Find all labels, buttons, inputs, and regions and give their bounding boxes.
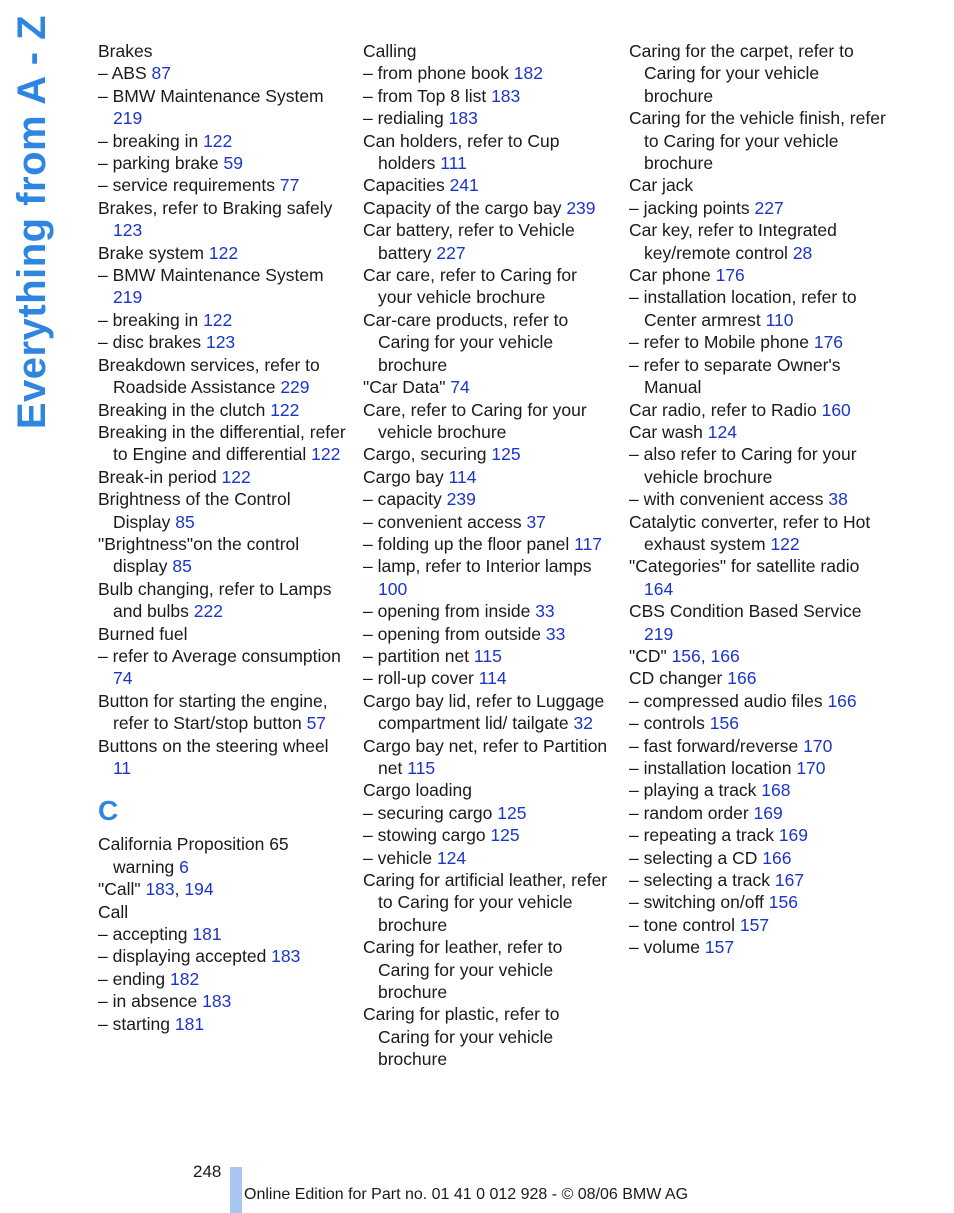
footer-accent-bar bbox=[230, 1167, 242, 1213]
page-reference-link[interactable]: 115 bbox=[407, 758, 436, 778]
page-reference-link[interactable]: 28 bbox=[792, 242, 813, 263]
index-entry-text: – opening from outside bbox=[363, 623, 546, 644]
index-entry-text: Breaking in the clutch bbox=[98, 399, 271, 420]
index-entry-text: Car care, refer to Caring for your vehicle brochure bbox=[363, 265, 577, 308]
index-entry bbox=[629, 331, 889, 353]
index-entry-text: Brakes, refer to Braking safely bbox=[98, 197, 333, 218]
index-entry-text: "Call" bbox=[98, 879, 146, 900]
index-entry bbox=[98, 645, 348, 690]
index-entry-text: – roll-up cover bbox=[363, 668, 479, 689]
index-entry-text: Break-in period bbox=[98, 466, 222, 487]
page-reference-link[interactable]: 122 bbox=[311, 444, 341, 465]
index-column-3 bbox=[629, 40, 889, 959]
index-entry bbox=[98, 85, 348, 130]
index-entry bbox=[98, 923, 348, 945]
index-entry-text: Calling bbox=[363, 41, 417, 61]
index-entry bbox=[363, 690, 613, 735]
index-entry bbox=[629, 891, 889, 913]
index-entry bbox=[629, 421, 889, 443]
index-entry-text: – disc brakes bbox=[98, 332, 206, 353]
index-entry-text: Cargo bay lid, refer to Luggage compartment lid/ tailgate bbox=[363, 690, 605, 734]
page-reference-link[interactable]: 166 bbox=[827, 690, 857, 711]
index-entry-text: – starting bbox=[98, 1013, 175, 1034]
page-reference-link[interactable]: 122 bbox=[270, 399, 300, 420]
index-entry bbox=[98, 130, 348, 152]
index-entry bbox=[629, 40, 889, 107]
page-reference-link[interactable]: 170 bbox=[796, 758, 826, 778]
index-entry-text: – parking brake bbox=[98, 153, 224, 174]
index-entry-text: Car phone bbox=[629, 265, 716, 286]
index-entry bbox=[98, 421, 348, 466]
index-entry-text: – redialing bbox=[363, 108, 449, 129]
index-entry bbox=[98, 466, 348, 488]
index-entry bbox=[363, 623, 613, 645]
index-entry bbox=[363, 600, 613, 622]
index-entry bbox=[363, 264, 613, 309]
index-entry bbox=[629, 488, 889, 510]
index-entry bbox=[629, 555, 889, 600]
page-reference-link[interactable]: 74 bbox=[450, 377, 470, 398]
page-reference-link[interactable]: 229 bbox=[280, 377, 310, 398]
index-column-1 bbox=[98, 40, 348, 1035]
page-reference-link[interactable]: 122 bbox=[770, 533, 800, 554]
index-entry bbox=[98, 197, 348, 242]
index-entry bbox=[98, 623, 348, 645]
index-entry-text: Breakdown services, refer to Roadside Assistance bbox=[98, 354, 320, 398]
page-reference-link[interactable]: 182 bbox=[170, 968, 200, 989]
index-entry bbox=[98, 990, 348, 1012]
index-entry-text: – vehicle bbox=[363, 847, 437, 868]
index-entry-text: – volume bbox=[629, 937, 705, 958]
index-entry bbox=[363, 847, 613, 869]
index-entry: "CD" 156, 166 bbox=[629, 645, 740, 666]
index-entry-text: Cargo bay bbox=[363, 466, 449, 487]
page-reference-link[interactable]: 122 bbox=[203, 130, 233, 151]
index-entry-text: Breaking in the differential, refer to Engine and differential bbox=[98, 421, 346, 465]
index-entry-text: Caring for artificial leather, refer to Caring for your vehicle brochure bbox=[363, 870, 608, 935]
page-reference-link[interactable]: 227 bbox=[436, 242, 466, 263]
index-entry bbox=[629, 735, 889, 757]
index-entry-text: Capacities bbox=[363, 175, 450, 196]
index-entry bbox=[363, 85, 613, 107]
page-reference-link[interactable]: 156 bbox=[671, 645, 701, 666]
index-entry-text: Cargo loading bbox=[363, 780, 472, 801]
page-reference-link[interactable]: 157 bbox=[704, 937, 735, 958]
index-entry-text: – with convenient access bbox=[629, 489, 829, 510]
index-entry bbox=[98, 354, 348, 399]
section-letter-heading: C bbox=[98, 795, 119, 827]
page-reference-link[interactable]: 110 bbox=[765, 309, 794, 330]
index-entry-text: – from Top 8 list bbox=[363, 85, 492, 106]
index-entry bbox=[363, 466, 613, 488]
page-reference-link[interactable]: 222 bbox=[193, 601, 223, 622]
page-reference-link[interactable]: 57 bbox=[306, 713, 327, 734]
index-entry-text: Car jack bbox=[629, 175, 694, 196]
page-reference-link[interactable]: 122 bbox=[203, 309, 233, 330]
index-entry-text: – refer to Average consumption bbox=[98, 645, 341, 666]
index-entry-text: Car wash bbox=[629, 421, 708, 442]
page-reference-link[interactable]: 219 bbox=[644, 623, 674, 644]
page-reference-link[interactable]: 125 bbox=[490, 825, 520, 846]
index-entry-text: Buttons on the steering wheel bbox=[98, 735, 329, 756]
page-reference-link[interactable]: 122 bbox=[208, 242, 239, 263]
index-entry bbox=[629, 354, 889, 399]
index-entry bbox=[98, 264, 348, 309]
index-entry bbox=[363, 399, 613, 444]
index-entry-text: Caring for the vehicle finish, refer to Caring for your vehicle brochure bbox=[629, 108, 886, 174]
index-entry bbox=[98, 968, 348, 990]
index-entry-text: – folding up the floor panel bbox=[363, 533, 575, 554]
index-entry bbox=[629, 600, 889, 645]
index-entry bbox=[629, 847, 889, 869]
index-entry-text: Brakes bbox=[98, 41, 153, 61]
index-entry bbox=[629, 779, 889, 801]
index-entry bbox=[98, 174, 348, 196]
page-reference-link[interactable]: 122 bbox=[221, 466, 251, 487]
index-entry-text: Call bbox=[98, 901, 129, 922]
index-entry bbox=[363, 824, 613, 846]
index-entry-text: Caring for plastic, refer to Caring for your vehicle brochure bbox=[363, 1004, 560, 1070]
index-entry-text: – breaking in bbox=[98, 309, 204, 330]
index-entry-text: – BMW Maintenance System bbox=[98, 85, 324, 106]
page-reference-link[interactable]: 166 bbox=[710, 645, 740, 666]
index-entry bbox=[629, 802, 889, 824]
index-entry-text: – switching on/off bbox=[629, 892, 769, 913]
page-reference-link[interactable]: 219 bbox=[113, 287, 143, 308]
index-entry-text: – selecting a track bbox=[629, 870, 775, 891]
index-entry bbox=[363, 869, 613, 936]
page-reference-link[interactable]: 124 bbox=[707, 421, 737, 442]
index-entry-text: – repeating a track bbox=[629, 825, 779, 846]
page-reference-link[interactable]: 32 bbox=[573, 713, 593, 734]
index-entry bbox=[363, 309, 613, 376]
index-entry bbox=[98, 331, 348, 353]
index-entry bbox=[363, 62, 613, 84]
page-reference-link[interactable]: 74 bbox=[113, 668, 133, 689]
index-entry-text: – breaking in bbox=[98, 130, 204, 151]
index-entry-text: – service requirements bbox=[98, 175, 280, 196]
index-entry bbox=[98, 578, 348, 623]
index-entry-text: Can holders, refer to Cup holders bbox=[363, 130, 560, 174]
index-entry-text: – partition net bbox=[363, 645, 474, 666]
index-entry bbox=[363, 443, 613, 465]
index-entry-text: Care, refer to Caring for your vehicle brochure bbox=[363, 399, 587, 442]
page-reference-link[interactable]: 183 bbox=[448, 108, 478, 129]
index-entry bbox=[629, 936, 889, 958]
index-entry-text: – securing cargo bbox=[363, 802, 498, 823]
page-reference-link[interactable]: 117 bbox=[574, 533, 603, 554]
index-entry bbox=[363, 174, 613, 196]
page-reference-link[interactable]: 176 bbox=[813, 332, 844, 353]
index-entry bbox=[629, 667, 889, 689]
index-entry bbox=[363, 645, 613, 667]
index-entry bbox=[629, 690, 889, 712]
index-entry-text: California Proposition 65 warning bbox=[98, 834, 289, 877]
page-reference-link[interactable]: 183 bbox=[145, 879, 175, 900]
index-entry-text: – displaying accepted bbox=[98, 946, 272, 967]
index-entry bbox=[98, 833, 348, 878]
index-entry bbox=[629, 712, 889, 734]
page-reference-link[interactable]: 181 bbox=[192, 924, 222, 945]
index-entry bbox=[363, 197, 613, 219]
index-entry-text: Cargo, securing bbox=[363, 444, 492, 465]
index-entry-text: Caring for leather, refer to Caring for your vehicle brochure bbox=[363, 937, 563, 1003]
index-entry-text: "Car Data" bbox=[363, 377, 451, 398]
page-reference-link[interactable]: 219 bbox=[113, 108, 143, 129]
page-reference-link[interactable]: 59 bbox=[223, 153, 243, 174]
index-entry bbox=[363, 1003, 613, 1070]
page-reference-link[interactable]: 182 bbox=[513, 63, 543, 84]
index-entry-text: – tone control bbox=[629, 914, 740, 935]
page-reference-link[interactable]: 168 bbox=[761, 780, 791, 801]
index-entry bbox=[98, 152, 348, 174]
page-reference-link[interactable]: 167 bbox=[774, 870, 805, 891]
index-entry bbox=[363, 376, 613, 398]
index-entry-text: – random order bbox=[629, 802, 754, 823]
page-reference-link[interactable]: 166 bbox=[727, 668, 757, 689]
index-entry-text: – lamp, refer to Interior lamps bbox=[363, 556, 592, 577]
page-reference-link[interactable]: 77 bbox=[279, 175, 300, 196]
page-reference-link[interactable]: 166 bbox=[762, 847, 792, 868]
index-entry-text: Catalytic converter, refer to Hot exhaust system bbox=[629, 511, 871, 554]
index-entry bbox=[363, 130, 613, 175]
page-reference-link[interactable]: 176 bbox=[715, 265, 745, 286]
page-reference-link[interactable]: 156 bbox=[768, 892, 798, 913]
index-entry-text: Brake system bbox=[98, 242, 209, 263]
page-reference-link[interactable]: 115 bbox=[473, 645, 502, 666]
index-entry-text: – jacking points bbox=[629, 197, 755, 218]
index-entry-text: – fast forward/reverse bbox=[629, 735, 804, 756]
index-entry bbox=[629, 511, 889, 556]
page-reference-link[interactable]: 183 bbox=[271, 946, 301, 967]
footer-edition-text: Online Edition for Part no. 01 41 0 012 928 - © 08/06 BMW AG bbox=[244, 1186, 689, 1203]
page-reference-link[interactable]: 169 bbox=[778, 825, 809, 846]
index-entry-text: Button for starting the engine, refer to Start/stop button bbox=[98, 690, 328, 734]
index-entry bbox=[363, 219, 613, 264]
index-entry bbox=[629, 174, 889, 196]
index-entry-text: – BMW Maintenance System bbox=[98, 265, 324, 286]
index-entry bbox=[629, 219, 889, 264]
page-reference-link[interactable]: 227 bbox=[754, 197, 784, 218]
page-reference-link[interactable]: 183 bbox=[491, 85, 521, 106]
index-entry bbox=[629, 399, 889, 421]
page-reference-link[interactable]: 241 bbox=[449, 175, 479, 196]
page-reference-link[interactable]: 114 bbox=[448, 466, 477, 487]
index-entry-text: – convenient access bbox=[363, 511, 527, 532]
index-entry bbox=[98, 690, 348, 735]
index-entry-text: Car battery, refer to Vehicle battery bbox=[363, 220, 575, 263]
index-entry bbox=[629, 107, 889, 174]
page-reference-link[interactable]: 125 bbox=[491, 444, 521, 465]
index-entry bbox=[98, 735, 348, 780]
page-reference-link[interactable]: 181 bbox=[174, 1013, 205, 1034]
page-reference-link[interactable]: 114 bbox=[478, 668, 507, 689]
page-reference-link[interactable]: 170 bbox=[803, 735, 833, 756]
page-number: 248 bbox=[193, 1162, 222, 1181]
page-reference-link[interactable]: 239 bbox=[446, 489, 476, 510]
index-entry bbox=[98, 242, 348, 264]
index-entry bbox=[363, 107, 613, 129]
page-reference-link[interactable]: 160 bbox=[821, 399, 851, 420]
index-entry-text: Car key, refer to Integrated key/remote control bbox=[629, 220, 837, 263]
index-entry-text: Car-care products, refer to Caring for your vehicle brochure bbox=[363, 309, 569, 375]
index-entry bbox=[629, 264, 889, 286]
index-entry: "Call" 183, 194 bbox=[98, 879, 214, 900]
page-reference-link[interactable]: 11 bbox=[113, 758, 132, 778]
index-entry-text: – stowing cargo bbox=[363, 825, 491, 846]
page-reference-link[interactable]: 125 bbox=[497, 802, 527, 823]
page-reference-link[interactable]: 111 bbox=[440, 153, 467, 174]
page-reference-link[interactable]: 157 bbox=[739, 914, 770, 935]
index-entry bbox=[98, 1013, 348, 1035]
index-entry bbox=[98, 309, 348, 331]
page-reference-link[interactable]: 85 bbox=[172, 556, 192, 577]
index-entry-text: Bulb changing, refer to Lamps and bulbs bbox=[98, 578, 332, 622]
page-reference-link[interactable]: 123 bbox=[205, 332, 236, 353]
page-reference-link[interactable]: 100 bbox=[378, 578, 408, 599]
index-entry-text: – selecting a CD bbox=[629, 847, 763, 868]
page-reference-link[interactable]: 194 bbox=[184, 879, 214, 900]
index-entry bbox=[98, 533, 348, 578]
index-entry bbox=[363, 735, 613, 780]
index-list-c bbox=[98, 833, 348, 1035]
index-entry-text: Caring for the carpet, refer to Caring for your vehicle brochure bbox=[629, 41, 854, 106]
index-entry-text: – ending bbox=[98, 968, 171, 989]
index-entry-text: – in absence bbox=[98, 991, 203, 1012]
page-reference-link[interactable]: 33 bbox=[545, 623, 566, 644]
index-entry bbox=[363, 40, 613, 62]
index-column-2 bbox=[363, 40, 613, 1071]
index-entry bbox=[629, 824, 889, 846]
index-entry bbox=[98, 945, 348, 967]
section-side-title: Everything from A - Z bbox=[10, 14, 54, 430]
index-entry bbox=[363, 936, 613, 1003]
page-reference-link[interactable]: 183 bbox=[202, 991, 232, 1012]
index-entry-text: – accepting bbox=[98, 924, 193, 945]
index-entry-text: – also refer to Caring for your vehicle brochure bbox=[629, 444, 857, 487]
index-entry bbox=[98, 399, 348, 421]
index-entry-text: Capacity of the cargo bay bbox=[363, 197, 567, 218]
page-reference-link[interactable]: 164 bbox=[644, 578, 674, 599]
page-reference-link[interactable]: 37 bbox=[526, 511, 546, 532]
index-entry-text: "Brightness"on the control display bbox=[98, 533, 300, 577]
page-reference-link[interactable]: 239 bbox=[566, 197, 596, 218]
index-entry bbox=[363, 667, 613, 689]
index-entry-text: – from phone book bbox=[363, 63, 514, 84]
page-reference-link[interactable]: 6 bbox=[179, 856, 189, 877]
index-entry bbox=[629, 286, 889, 331]
index-entry bbox=[98, 901, 348, 923]
index-entry-text: – controls bbox=[629, 713, 710, 734]
index-entry-text: Car radio, refer to Radio bbox=[629, 399, 822, 420]
index-entry-text: – opening from inside bbox=[363, 601, 536, 622]
index-entry bbox=[363, 555, 613, 600]
index-entry-text: CBS Condition Based Service bbox=[629, 601, 862, 622]
index-entry bbox=[363, 802, 613, 824]
page-reference-link[interactable]: 38 bbox=[828, 489, 848, 510]
index-list-b bbox=[98, 40, 348, 779]
index-entry bbox=[98, 62, 348, 84]
index-entry bbox=[98, 488, 348, 533]
index-entry bbox=[363, 533, 613, 555]
page-reference-link[interactable]: 33 bbox=[535, 601, 555, 622]
index-entry-text: – installation location bbox=[629, 758, 797, 778]
page-reference-link[interactable]: 85 bbox=[175, 511, 195, 532]
page-reference-link[interactable]: 123 bbox=[113, 220, 143, 241]
index-entry-text: "Categories" for satellite radio bbox=[629, 556, 860, 577]
index-entry bbox=[363, 511, 613, 533]
index-entry bbox=[363, 779, 613, 801]
index-entry-text: – installation location, refer to Center armrest bbox=[629, 287, 857, 330]
index-entry bbox=[98, 40, 348, 62]
index-entry-text: – refer to separate Owner's Manual bbox=[629, 354, 841, 398]
index-entry-text: – capacity bbox=[363, 489, 447, 510]
page-reference-link[interactable]: 169 bbox=[753, 802, 783, 823]
page-reference-link[interactable]: 156 bbox=[709, 713, 739, 734]
index-entry bbox=[629, 757, 889, 779]
index-entry-text: – playing a track bbox=[629, 780, 762, 801]
index-entry bbox=[629, 914, 889, 936]
index-entry bbox=[363, 488, 613, 510]
index-entry bbox=[629, 197, 889, 219]
page-reference-link[interactable]: 87 bbox=[151, 63, 171, 84]
index-entry-text: – compressed audio files bbox=[629, 690, 828, 711]
index-entry-text: Brightness of the Control Display bbox=[98, 489, 291, 532]
index-entry-text: Burned fuel bbox=[98, 623, 188, 644]
index-entry-text: "CD" bbox=[629, 645, 672, 666]
index-entry bbox=[629, 869, 889, 891]
index-entry bbox=[629, 443, 889, 488]
page-reference-link[interactable]: 124 bbox=[436, 847, 467, 868]
index-entry-text: – ABS bbox=[98, 63, 152, 84]
index-entry-text: CD changer bbox=[629, 668, 728, 689]
index-entry-text: – refer to Mobile phone bbox=[629, 332, 814, 353]
index-entry-text: Cargo bay net, refer to Partition net bbox=[363, 735, 608, 778]
